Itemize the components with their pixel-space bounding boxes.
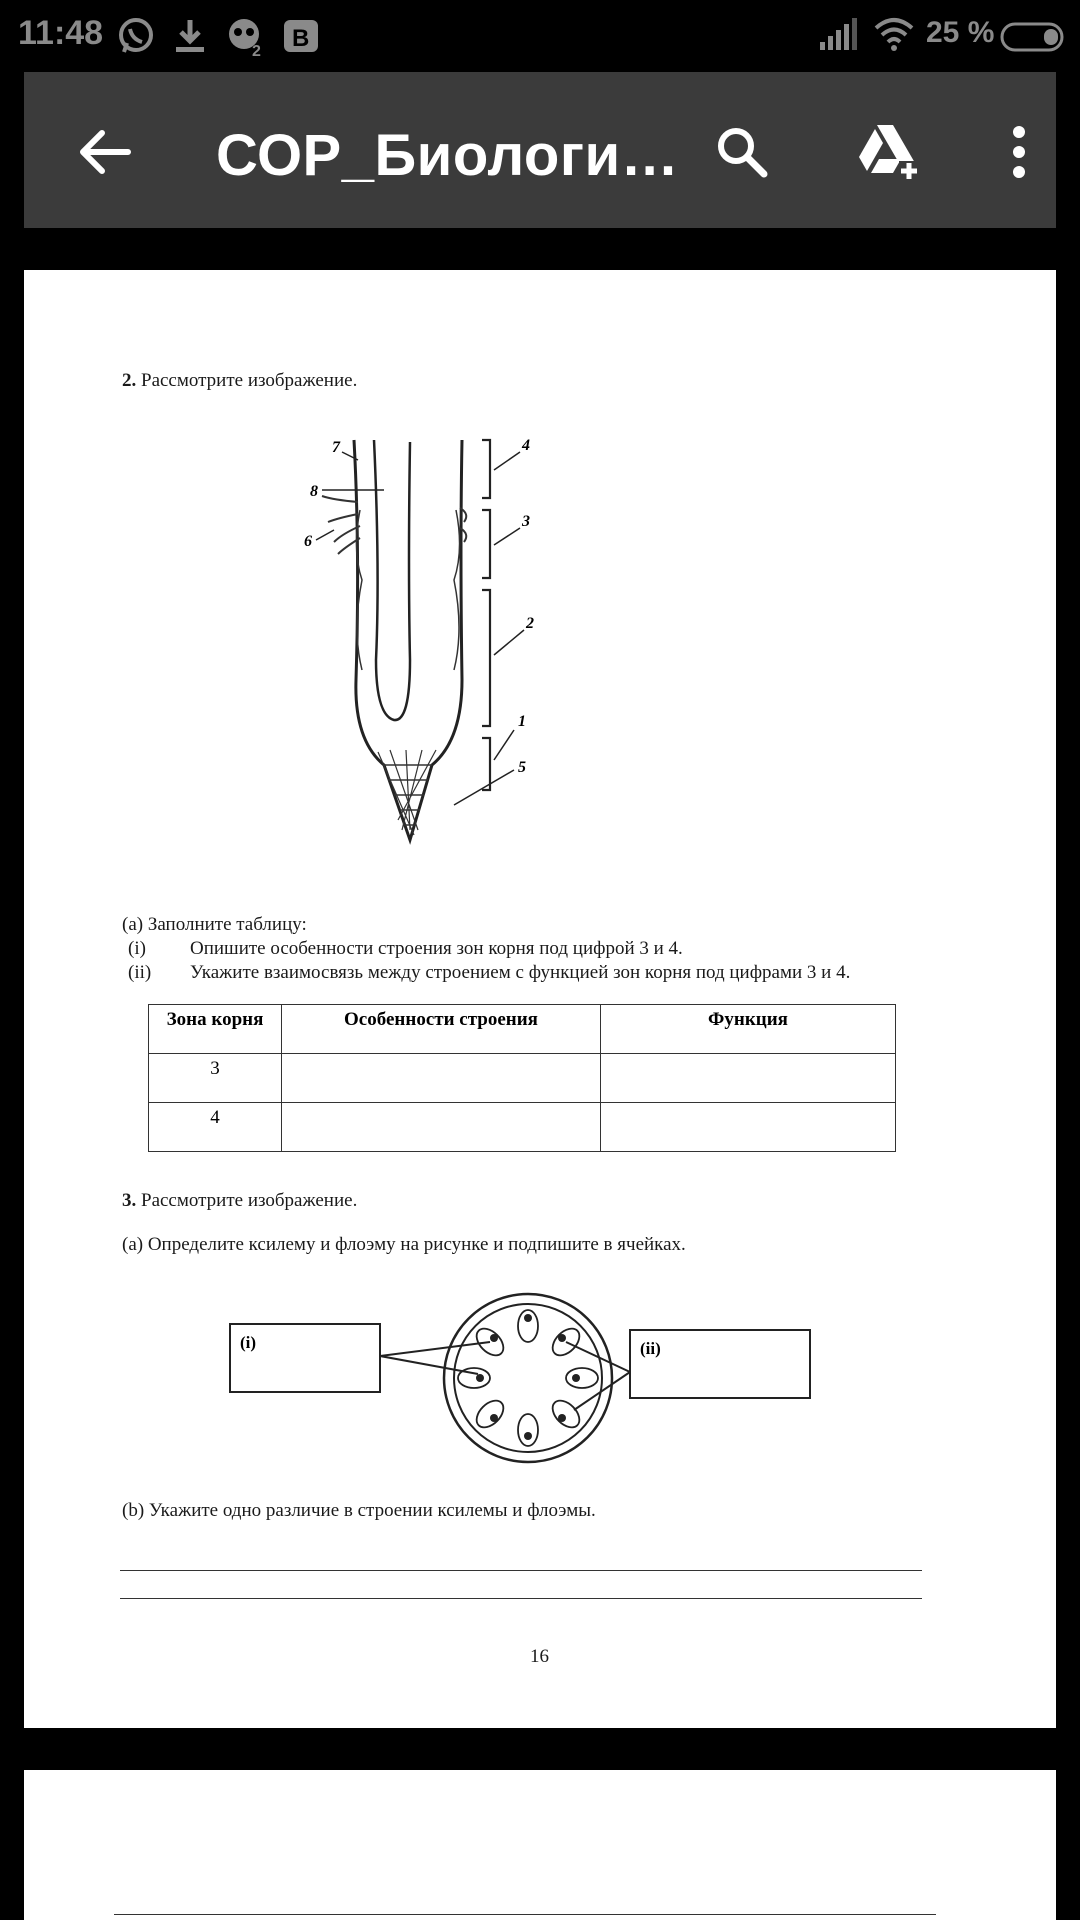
cell-structure: [282, 1103, 601, 1152]
label-8: 8: [310, 483, 318, 500]
answer-line[interactable]: [120, 1570, 922, 1571]
q2-heading: [122, 370, 357, 392]
q2-part-a: (а) Заполните таблицу:: [122, 914, 307, 935]
answer-line[interactable]: [120, 1598, 922, 1599]
cell-zone: 4: [149, 1103, 282, 1152]
root-zones-table: [148, 1004, 896, 1152]
label-5: 5: [518, 759, 526, 776]
label-7: 7: [332, 439, 340, 456]
svg-text:B: B: [292, 25, 310, 52]
more-options-button[interactable]: [994, 112, 1044, 192]
search-button[interactable]: [700, 112, 784, 192]
q3-number: 3.: [122, 1190, 137, 1211]
back-button[interactable]: [62, 112, 146, 192]
arrow-left-icon: [76, 127, 132, 177]
svg-text:2: 2: [252, 43, 261, 60]
page-number: 16: [530, 1646, 549, 1667]
q3-part-b: (b) Укажите одно различие в строении ксилемы и флоэмы.: [122, 1500, 596, 1521]
answer-box-i-label: (i): [240, 1333, 257, 1352]
whatsapp-icon: [116, 16, 156, 61]
vk-icon: [282, 16, 322, 61]
download-icon: [172, 16, 208, 61]
game-notification-icon: [224, 16, 268, 63]
q2-item-i: Опишите особенности строения зон корня под цифрой 3 и 4.: [190, 938, 683, 959]
battery-icon: [1000, 22, 1066, 57]
label-2: 2: [526, 615, 534, 632]
document-title: СОР_Биологи…: [216, 123, 680, 188]
status-bar: [0, 0, 1080, 72]
q2-item-ii-marker: (ii): [128, 962, 152, 983]
table-row: [149, 1054, 896, 1103]
header-structure: Особенности строения: [282, 1005, 601, 1054]
label-3: 3: [522, 513, 530, 530]
q3-prompt: Рассмотрите изображение.: [141, 1190, 358, 1211]
signal-icon: [818, 16, 858, 57]
q2-prompt: Рассмотрите изображение.: [141, 370, 358, 391]
add-to-drive-button[interactable]: [846, 112, 930, 192]
app-toolbar: [24, 72, 1056, 228]
stem-section-figure: [228, 1290, 868, 1470]
root-zones-figure: [304, 430, 594, 870]
cell-zone: 3: [149, 1054, 282, 1103]
q3-heading: [122, 1190, 357, 1212]
q2-item-i-marker: (i): [128, 938, 146, 959]
answer-box-ii-label: (ii): [640, 1339, 661, 1358]
root-stele: [374, 440, 410, 720]
q2-item-ii: Укажите взаимосвязь между строением с функцией зон корня под цифрами 3 и 4.: [190, 962, 851, 983]
search-icon: [712, 122, 772, 182]
cell-function: [601, 1054, 896, 1103]
next-page-table-edge: [114, 1914, 936, 1915]
header-zone: Зона корня: [149, 1005, 282, 1054]
cell-structure: [282, 1054, 601, 1103]
header-function: Функция: [601, 1005, 896, 1054]
label-1: 1: [518, 713, 526, 730]
wifi-icon: [872, 16, 916, 57]
more-vert-icon: [1009, 124, 1029, 180]
label-6: 6: [304, 533, 312, 550]
drive-add-icon: [853, 121, 923, 183]
table-header-row: [149, 1005, 896, 1054]
table-row: [149, 1103, 896, 1152]
battery-percent: 25 %: [926, 16, 995, 49]
q2-number: 2.: [122, 370, 137, 391]
status-time: 11:48: [18, 14, 104, 52]
next-document-page: [24, 1770, 1056, 1920]
cell-function: [601, 1103, 896, 1152]
label-4: 4: [522, 437, 530, 454]
document-page: [24, 270, 1056, 1728]
q3-part-a: (а) Определите ксилему и флоэму на рисунке и подпишите в ячейках.: [122, 1234, 686, 1255]
